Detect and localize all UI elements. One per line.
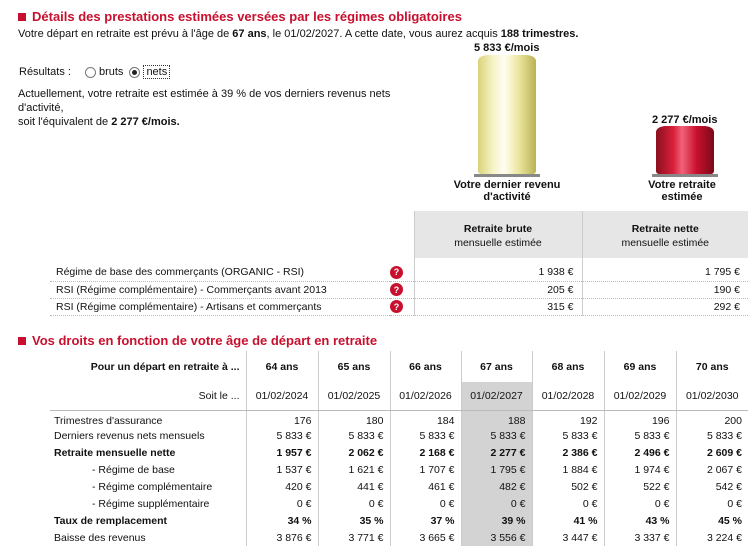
value-cell: 2 496 € [604, 444, 676, 461]
value-cell: 188 [461, 410, 532, 427]
table-row [50, 461, 748, 478]
value-cell: 3 556 € [461, 529, 532, 546]
value-cell: 41 % [532, 512, 604, 529]
table-row: Régime de base des commerçants (ORGANIC - RSI) ? 1 938 € 1 795 € [50, 264, 748, 281]
radio-bruts-circle[interactable] [85, 67, 96, 78]
question-icon[interactable]: ? [390, 266, 403, 279]
value-cell: 45 % [676, 512, 748, 529]
value-cell: 3 224 € [676, 529, 748, 546]
value-cell: 5 833 € [461, 427, 532, 444]
value-cell: 3 771 € [318, 529, 390, 546]
results-label: Résultats : [19, 66, 71, 78]
revenue-bar-base [474, 174, 540, 177]
age-col-67: 67 ans [461, 351, 532, 382]
value-cell: 35 % [318, 512, 390, 529]
table-row [50, 410, 748, 427]
date-cell: 01/02/2027 [461, 382, 532, 410]
value-cell: 34 % [246, 512, 318, 529]
question-icon[interactable]: ? [390, 300, 403, 313]
value-cell: 441 € [318, 478, 390, 495]
col-retraite-nette: Retraite nette mensuelle estimée [582, 211, 748, 258]
value-cell: 180 [318, 410, 390, 427]
value-cell: 522 € [604, 478, 676, 495]
value-cell: 1 884 € [532, 461, 604, 478]
row-label: Trimestres d'assurance [54, 414, 163, 427]
value-cell: 5 833 € [390, 427, 461, 444]
value-cell: 5 833 € [604, 427, 676, 444]
value-cell: 0 € [461, 495, 532, 512]
value-cell: 3 876 € [246, 529, 318, 546]
age-col-64: 64 ans [246, 351, 318, 382]
value-cell: 1 537 € [246, 461, 318, 478]
regimes-table [50, 211, 748, 316]
revenue-caption: Votre dernier revenu d'activité [453, 179, 561, 203]
value-cell: 5 833 € [532, 427, 604, 444]
value-cell: 420 € [246, 478, 318, 495]
value-cell: 39 % [461, 512, 532, 529]
revenue-bar [478, 55, 536, 174]
departure-age-label: Pour un départ en retraite à ... [50, 351, 246, 382]
age-col-68: 68 ans [532, 351, 604, 382]
value-cell: 1 795 € [461, 461, 532, 478]
value-cell: 1 957 € [246, 444, 318, 461]
value-cell: 461 € [390, 478, 461, 495]
date-cell: 01/02/2028 [532, 382, 604, 410]
date-cell: 01/02/2026 [390, 382, 461, 410]
value-cell: 0 € [532, 495, 604, 512]
estimate-explanation: Actuellement, votre retraite est estimée à 39 % de vos derniers revenus nets d'activité, soit l'équivalent de 2 277 €/mois. [18, 88, 391, 128]
value-cell: 2 067 € [676, 461, 748, 478]
pension-caption: Votre retraite estimée [648, 179, 716, 203]
age-comparison-table [50, 351, 748, 546]
date-cell: 01/02/2030 [676, 382, 748, 410]
date-cell: 01/02/2025 [318, 382, 390, 410]
value-cell: 0 € [604, 495, 676, 512]
pension-bar-base [652, 174, 718, 177]
value-cell: 2 609 € [676, 444, 748, 461]
value-cell: 200 [676, 410, 748, 427]
value-cell: 0 € [676, 495, 748, 512]
pension-bar [656, 126, 714, 174]
pension-value: 2 277 €/mois [652, 114, 718, 126]
radio-nets-circle[interactable] [129, 67, 140, 78]
table-row [50, 512, 748, 529]
value-cell: 1 621 € [318, 461, 390, 478]
section-title-details: Détails des prestations estimées versées par les régimes obligatoires [18, 9, 462, 24]
bullet-square-icon [18, 13, 26, 21]
age-col-70: 70 ans [676, 351, 748, 382]
value-cell: 3 665 € [390, 529, 461, 546]
value-cell: 1 974 € [604, 461, 676, 478]
value-cell: 502 € [532, 478, 604, 495]
question-icon[interactable]: ? [390, 283, 403, 296]
value-cell: 37 % [390, 512, 461, 529]
section-title-droits: Vos droits en fonction de votre âge de départ en retraite [18, 333, 377, 348]
revenue-value: 5 833 €/mois [474, 42, 540, 54]
col-retraite-brute: Retraite brute mensuelle estimée [414, 211, 582, 258]
age-col-65: 65 ans [318, 351, 390, 382]
value-cell: 2 062 € [318, 444, 390, 461]
value-cell: 43 % [604, 512, 676, 529]
value-cell: 5 833 € [246, 427, 318, 444]
age-col-66: 66 ans [390, 351, 461, 382]
value-cell: 1 707 € [390, 461, 461, 478]
value-cell: 482 € [461, 478, 532, 495]
row-label: Baisse des revenus [54, 531, 146, 544]
departure-summary: Votre départ en retraite est prévu à l'âge de 67 ans, le 01/02/2027. A cette date, vous aurez acquis 188 trimestres. [18, 28, 579, 40]
value-cell: 176 [246, 410, 318, 427]
radio-bruts[interactable]: bruts [85, 66, 123, 78]
value-cell: 2 386 € [532, 444, 604, 461]
value-cell: 184 [390, 410, 461, 427]
row-label: - Régime de base [92, 463, 175, 476]
table-row [50, 478, 748, 495]
table-row [50, 444, 748, 461]
table-row: RSI (Régime complémentaire) - Commerçants avant 2013 ? 205 € 190 € [50, 281, 748, 298]
table-row [50, 495, 748, 512]
row-label: Retraite mensuelle nette [54, 446, 176, 459]
table-row [50, 529, 748, 546]
value-cell: 0 € [390, 495, 461, 512]
value-cell: 0 € [246, 495, 318, 512]
radio-nets[interactable]: nets [129, 65, 170, 79]
value-cell: 542 € [676, 478, 748, 495]
value-cell: 5 833 € [318, 427, 390, 444]
row-label: Derniers revenus nets mensuels [54, 429, 205, 442]
value-cell: 196 [604, 410, 676, 427]
results-toggle [19, 65, 176, 79]
value-cell: 2 168 € [390, 444, 461, 461]
row-label: - Régime supplémentaire [92, 497, 210, 510]
row-label: - Régime complémentaire [92, 480, 213, 493]
value-cell: 0 € [318, 495, 390, 512]
value-cell: 3 447 € [532, 529, 604, 546]
row-label: Taux de remplacement [54, 514, 168, 527]
value-cell: 2 277 € [461, 444, 532, 461]
table-row: RSI (Régime complémentaire) - Artisans et commerçants ? 315 € 292 € [50, 298, 748, 315]
bullet-square-icon [18, 337, 26, 345]
table-row [50, 427, 748, 444]
date-cell: 01/02/2029 [604, 382, 676, 410]
value-cell: 5 833 € [676, 427, 748, 444]
date-cell: 01/02/2024 [246, 382, 318, 410]
value-cell: 3 337 € [604, 529, 676, 546]
value-cell: 192 [532, 410, 604, 427]
age-col-69: 69 ans [604, 351, 676, 382]
date-label: Soit le ... [50, 382, 246, 410]
